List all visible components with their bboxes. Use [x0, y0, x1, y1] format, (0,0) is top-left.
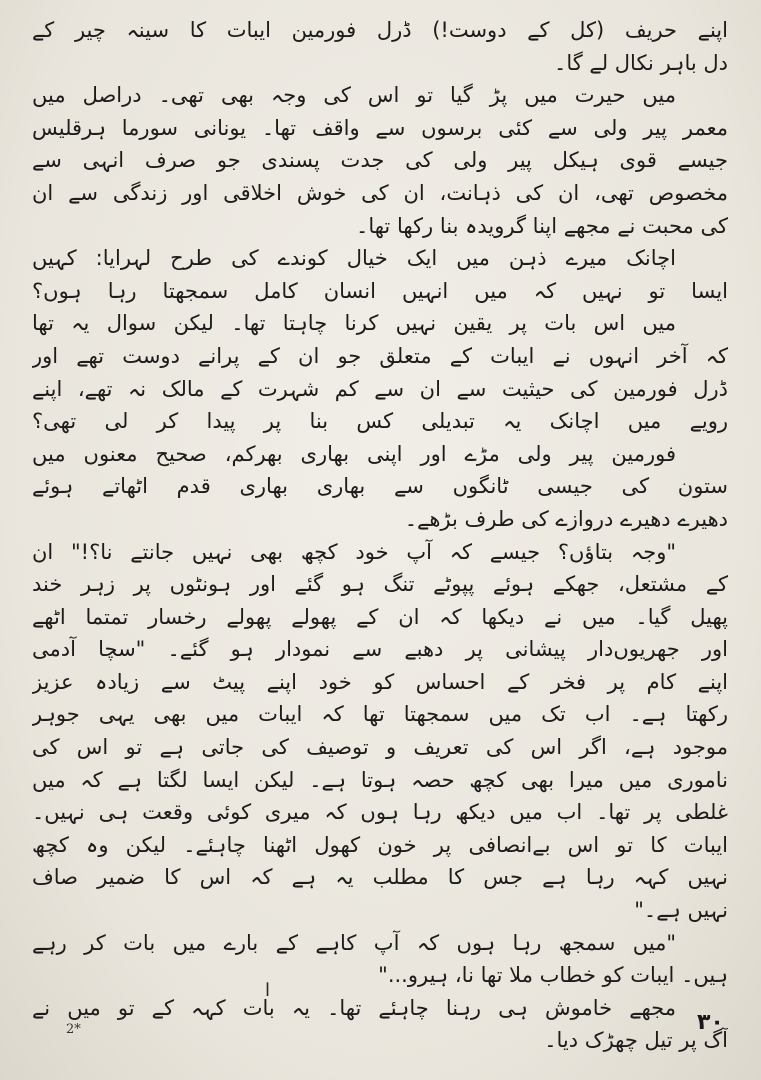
text-line: پھیل گیا۔ میں نے دیکھا کہ ان کے پھولے پھولے رخسار تمتما اٹھے: [32, 604, 728, 629]
text-line: کہ آخر انہوں نے ایبات کے متعلق جو ان کے پرانے دوست تھے اور: [32, 343, 728, 368]
text-line: ایبات کا تو اس بے‌انصافی پر خون کھول اٹھنا چاہئے۔ لیکن وہ کچھ: [32, 832, 728, 857]
text-line: ستون کی جیسی ٹانگوں سے بھاری بھاری قدم اٹھاتے ہوئے: [32, 474, 728, 499]
body-text: [32, 14, 728, 1057]
text-line: غلطی پر تھا۔ اب میں دیکھ رہا ہوں کہ میری کوئی وقعت ہی نہیں۔: [32, 800, 728, 825]
text-line: اچانک میرے ذہن میں ایک خیال کوندے کی طرح لہرایا: کہیں: [32, 246, 676, 271]
stray-mark: ا: [265, 980, 271, 1001]
text-line: معمر پیر ولی سے کئی برسوں سے واقف تھا۔ یونانی سورما ہرقلیس: [32, 115, 728, 140]
text-line: مجھے خاموش ہی رہنا چاہئے تھا۔ یہ بات کہہ کے تو میں نے: [32, 995, 676, 1020]
text-line: نہیں ہے۔": [634, 898, 728, 923]
text-line: مخصوص تھی، ان کی ذہانت، ان کی خوش اخلاقی اور زندگی سے ان: [32, 180, 728, 205]
text-line: دل باہر نکال لے گا۔: [554, 50, 728, 75]
text-line: موجود ہے، اگر اس کی تعریف و توصیف کی جاتی ہے تو اس کی: [32, 735, 728, 760]
signature-mark: 2*: [66, 1022, 81, 1037]
text-line: اور جھریوں‌دار پیشانی پر دھبے سے نمودار ہو گئے۔ "سچا آدمی: [32, 637, 728, 662]
text-line: رکھتا ہے۔ اب تک میں سمجھتا تھا کہ ایبات میں بھی یہی جوہر: [32, 702, 728, 727]
text-line: "وجہ بتاؤں؟ جیسے کہ آپ خود کچھ بھی نہیں جانتے نا؟!" ان: [32, 539, 676, 564]
text-line: ایسا تو نہیں کہ میں انہیں انسان کامل سمجھتا رہا ہوں؟: [32, 278, 728, 303]
text-line: میں حیرت میں پڑ گیا تو اس کی وجہ بھی تھی۔ دراصل میں: [32, 83, 676, 108]
text-line: جیسے قوی ہیکل پیر ولی کی جدت پسندی جو صرف انہی سے: [32, 148, 728, 173]
text-line: میں اس بات پر یقین نہیں کرنا چاہتا تھا۔ لیکن سوال یہ تھا: [32, 311, 676, 336]
text-line: ناموری میں میرا بھی کچھ حصہ ہوتا ہے۔ لیکن ایسا لگتا ہے کہ میں: [32, 767, 728, 792]
text-line: کے مشتعل، جھکے ہوئے پپوٹے تنگ ہو گئے اور ہونٹوں پر زہر خند: [32, 572, 728, 597]
text-line: "میں سمجھ رہا ہوں کہ آپ کاہے کے بارے میں بات کر رہے: [32, 930, 676, 955]
text-line: اپنے کام پر فخر کے احساس کو خود اپنے پیٹ سے زیادہ عزیز: [32, 669, 728, 694]
text-line: اپنے حریف (کل کے دوست!) ڈرل فورمین ایبات کا سینہ چیر کے: [32, 18, 728, 42]
text-line: نہیں کہہ رہا ہے جس کا مطلب یہ ہے کہ اس کا ضمیر صاف: [32, 865, 728, 890]
text-line: رویے میں اچانک یہ تبدیلی کس بنا پر پیدا کر لی تھی؟: [32, 409, 728, 434]
text-line: ہیں۔ ایبات کو خطاب ملا تھا نا، ہیرو...": [378, 963, 728, 988]
text-line: کی محبت نے مجھے اپنا گرویدہ بنا رکھا تھا۔: [356, 213, 728, 238]
page-number: ۳۰: [697, 1010, 724, 1035]
text-line: آگ پر تیل چھڑک دیا۔: [544, 1028, 728, 1053]
text-line: دھیرے دھیرے دروازے کی طرف بڑھے۔: [404, 506, 728, 531]
text-line: ڈرل فورمین کی حیثیت سے ان سے کم شہرت کے مالک نہ تھے، اپنے: [32, 376, 728, 401]
text-line: فورمین پیر ولی مڑے اور اپنی بھاری بھرکم، صحیح معنوں میں: [32, 441, 676, 466]
